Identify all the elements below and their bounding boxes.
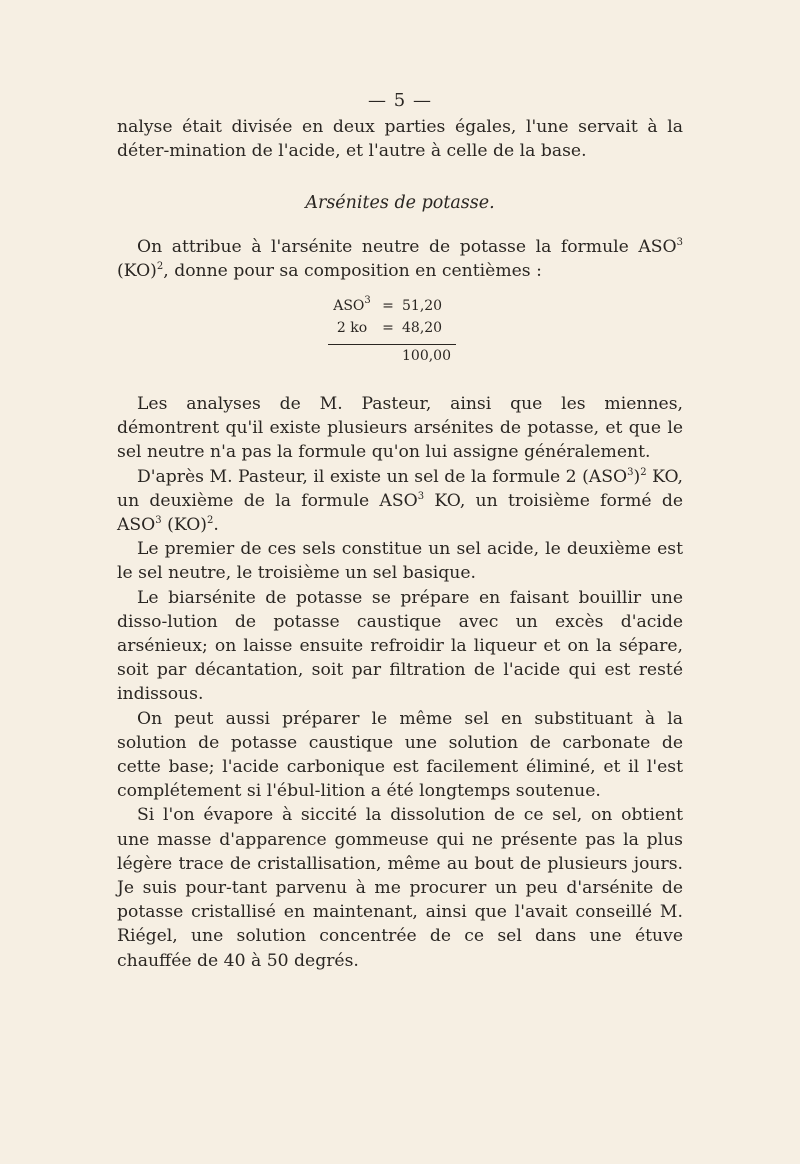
composition-row	[328, 295, 456, 320]
composition-label: 2 ko	[336, 320, 368, 336]
equals-sign: =	[382, 298, 394, 314]
paragraph: Le biarsénite de potasse se prépare en faisant bouillir une disso-lution de potasse caustique avec un excès d'acide arsénieux; on laisse ensuite refroidir la liqueur et on la sépare, soit par décantation, soit par filtration de l'acide qui est resté indissous.	[117, 587, 683, 705]
opening-paragraph-block	[117, 115, 683, 163]
paragraph-formula: On attribue à l'arsénite neutre de potasse la formule ASO$^3$ (KO)$^2$, donne pour sa composition en centièmes :	[117, 237, 683, 282]
composition-label: ASO$^3$	[333, 295, 371, 314]
equals-sign: =	[382, 320, 394, 336]
composition-table	[328, 295, 456, 364]
composition-row	[328, 320, 456, 342]
paragraph: Les analyses de M. Pasteur, ainsi que les miennes, démontrent qu'il existe plusieurs arsénites de potasse, et que le sel neutre n'a pas la formule qu'on lui assigne généralement.	[117, 394, 683, 463]
page-number: — 5 —	[368, 90, 432, 111]
composition-total: 100,00	[402, 348, 451, 364]
paragraph-continuation: nalyse était divisée en deux parties égales, l'une servait à la déter-mination de l'acide, et l'autre à celle de la base.	[117, 117, 683, 162]
composition-value: 48,20	[402, 320, 443, 336]
paragraph-formulas: D'après M. Pasteur, il existe un sel de la formule 2 $(ASO^3)^2$ KO, un deuxième de la formule ASO$^3$ KO, un troisième formé de ASO$^3$ (KO)$^2$.	[117, 466, 683, 536]
composition-value: 51,20	[402, 298, 443, 314]
section-heading: Arsénites de potasse.	[305, 193, 495, 213]
sum-rule	[328, 344, 456, 345]
formula-paragraph-block	[117, 235, 683, 283]
paragraph: Le premier de ces sels constitue un sel acide, le deuxième est le sel neutre, le troisième un sel basique.	[117, 539, 683, 584]
paragraph: On peut aussi préparer le même sel en substituant à la solution de potasse caustique une solution de carbonate de cette base; l'acide carbonique est facilement éliminé, et il l'est complétement si l'ébul-lition a été longtemps soutenue.	[117, 708, 683, 802]
paragraph: Si l'on évapore à siccité la dissolution de ce sel, on obtient une masse d'apparence gommeuse qui ne présente pas la plus légère trace de cristallisation, même au bout de plusieurs jours. Je suis pour-tant parvenu à me procurer un peu d'arsénite de potasse cristallisé en maintenant, ainsi que l'avait conseillé M. Riégel, une solution concentrée de ce sel dans une étuve chauffée de 40 à 50 degrés.	[117, 805, 683, 971]
main-text-block	[117, 392, 683, 973]
